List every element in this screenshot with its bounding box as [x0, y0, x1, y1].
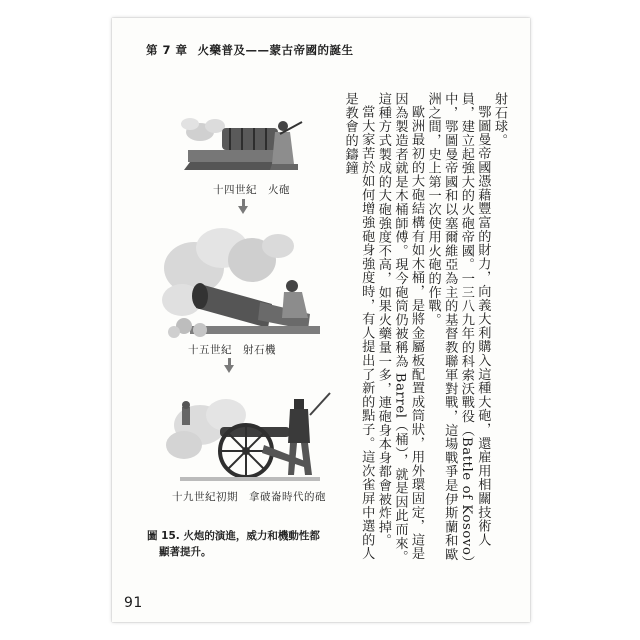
page-number: 91 — [124, 595, 143, 611]
caption-14th-century: 十四世紀 火砲 — [213, 184, 290, 196]
chapter-title: 火藥普及——蒙古帝國的誕生 — [197, 43, 354, 57]
illustration-19th-century-cannon — [160, 385, 345, 485]
running-header — [146, 42, 354, 58]
body-paragraph: 當大家苦於如何增強砲身強度時，有人提出了新的點子。這次雀屏中選的人是教會的鑄鐘 — [342, 92, 375, 561]
figure-caption-line-2: 顯著提升。 — [159, 546, 212, 558]
illustration-15th-century-bombard — [160, 222, 345, 340]
body-paragraph: 鄂圖曼帝國憑藉豐富的財力，向義大利購入這種大砲，還雇用相關技術人員，建立起強大的火砲帝國。一三八九年的科索沃戰役（Battle of Kosovo）中，鄂圖曼帝國和以塞爾維亞為主的基督教聯軍對戰，這場戰爭是伊斯蘭和歐洲之間，史上第一次使用火砲的作戰。 — [425, 92, 491, 570]
figure-caption — [147, 528, 320, 560]
body-paragraph: 射石球。 — [492, 92, 507, 148]
caption-15th-century: 十五世紀 射石機 — [188, 344, 276, 356]
caption-19th-century: 十九世紀初期 拿破崙時代的砲 — [172, 491, 326, 503]
vertical-body-text — [335, 92, 507, 572]
illustration-14th-century-cannon — [160, 110, 345, 180]
arrow-down-icon — [238, 206, 248, 214]
chapter-label: 第 7 章 — [146, 43, 188, 57]
body-paragraph: 歐洲最初的大砲結構有如木桶，是將金屬板配置成筒狀，用外環固定，這是因為製造者就是木桶師傅。現今砲筒仍被稱為 Barrel（桶），就是因此而來。這種方式製成的大砲強度不高，如果火藥量一多，連砲身本身都會被炸掉。 — [375, 92, 425, 564]
arrow-down-icon — [224, 365, 234, 373]
figure-caption-line-1: 圖 15. 火炮的演進，威力和機動性都 — [147, 530, 320, 542]
